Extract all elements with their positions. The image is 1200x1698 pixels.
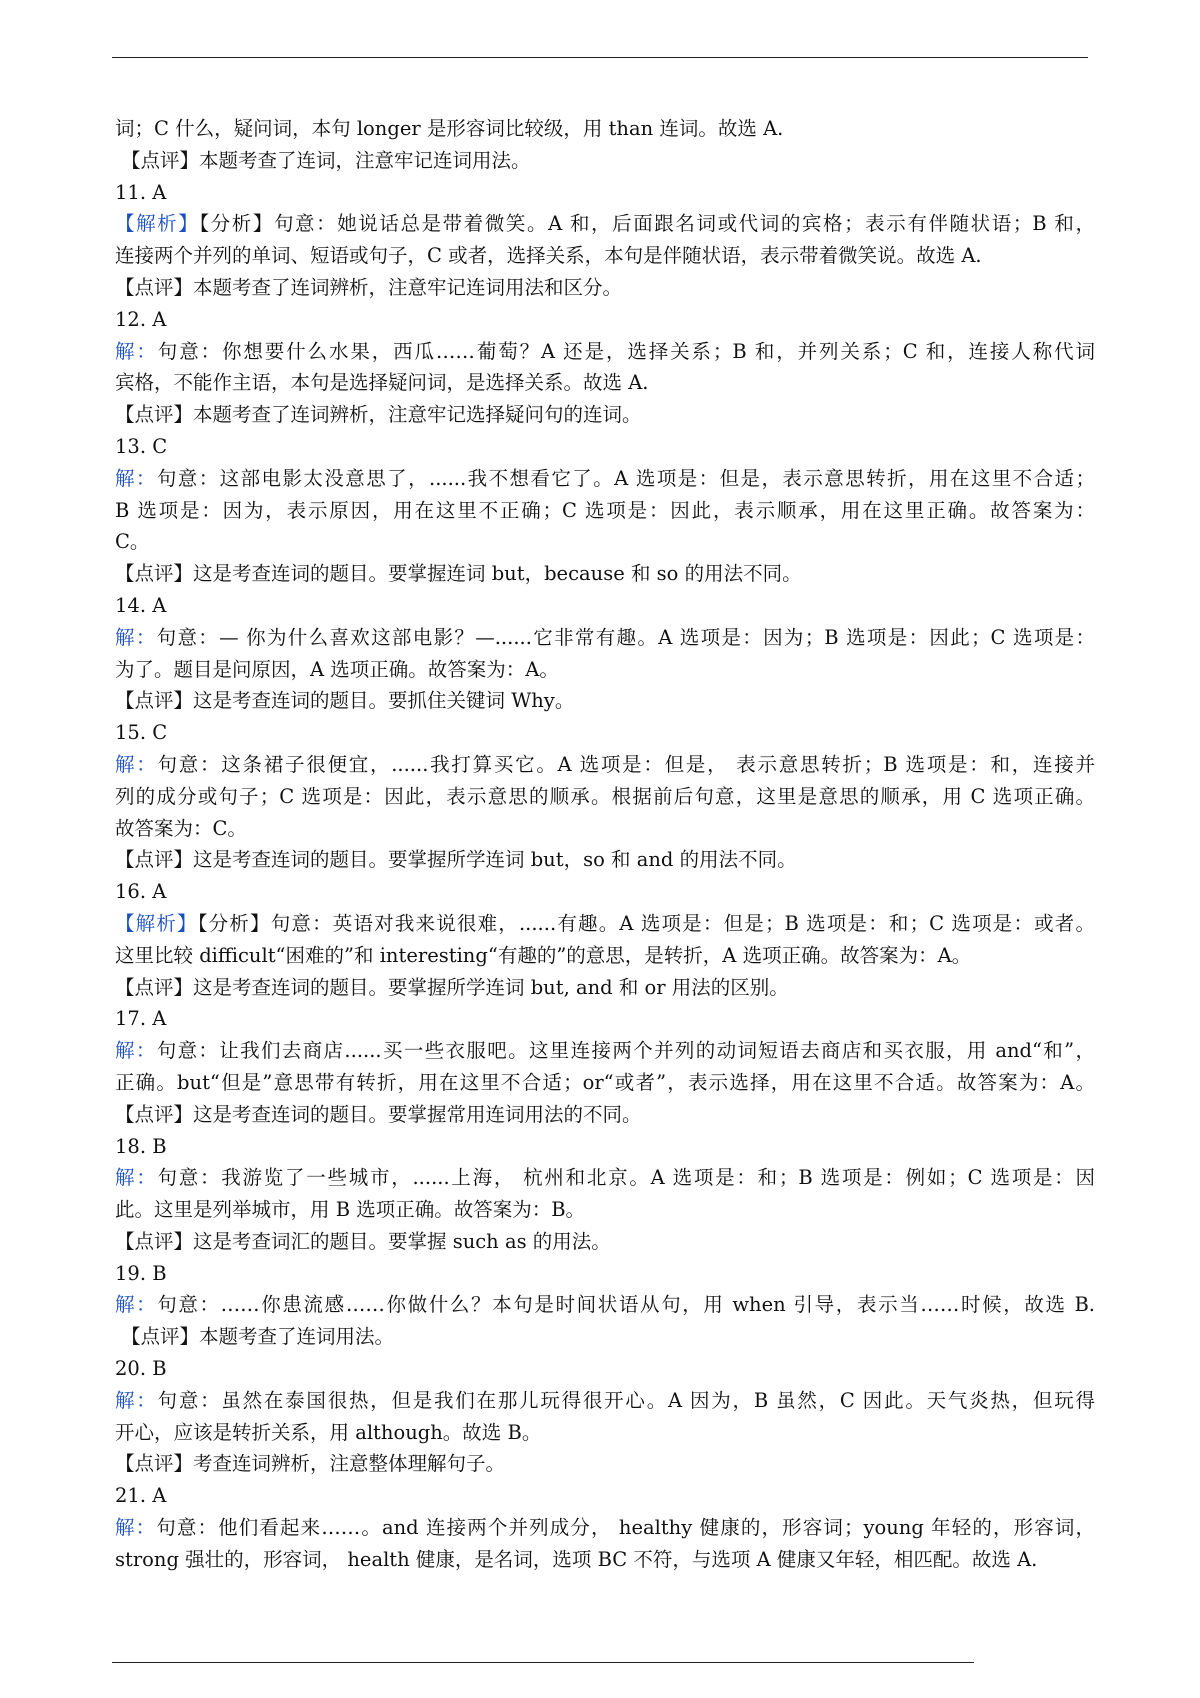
answer-lead-label: 解：: [115, 752, 158, 776]
text-line: [115, 1544, 1095, 1576]
line-text: 句意：让我们去商店......买一些衣服吧。这里连接两个并列的动词短语去商店和买衣服，用 and“和”，: [156, 1039, 1095, 1063]
answer-lead-label: 解：: [115, 1039, 157, 1063]
text-line: [115, 972, 1095, 1004]
line-text: 【点评】这是考查连词的题目。要掌握所学连词 but，so 和 and 的用法不同。: [115, 848, 797, 872]
text-line: [115, 495, 1095, 527]
text-line: [115, 463, 1095, 495]
line-text: 【点评】本题考查了连词用法。: [121, 1325, 395, 1349]
line-text: 17. A: [115, 1007, 167, 1031]
text-line: [115, 1162, 1095, 1194]
text-line: [115, 367, 1095, 399]
line-text: 【点评】这是考查连词的题目。要掌握连词 but，because 和 so 的用法不同。: [115, 562, 802, 586]
text-line: [115, 399, 1095, 431]
answer-lead-label: 【解析】: [115, 212, 200, 236]
text-line: [115, 113, 1095, 145]
line-text: 【点评】这是考查连词的题目。要掌握常用连词用法的不同。: [115, 1102, 642, 1126]
line-text: 19. B: [115, 1261, 167, 1285]
footer-rule: [112, 1662, 974, 1663]
answer-lead-label: 解：: [115, 466, 157, 490]
line-text: 句意：虽然在泰国很热，但是我们在那儿玩得很开心。A 因为，B 虽然，C 因此。天气炎热，但玩得: [157, 1388, 1095, 1412]
line-text: 【点评】本题考查了连词辨析，注意牢记选择疑问句的连词。: [115, 403, 642, 427]
line-text: 【点评】这是考查连词的题目。要掌握所学连词 but, and 和 or 用法的区别。: [115, 975, 789, 999]
line-text: 连接两个并列的单词、短语或句子，C 或者，选择关系，本句是伴随状语，表示带着微笑说。故选 A.: [115, 244, 982, 268]
answer-lead-label: 解：: [115, 339, 158, 363]
text-line: [115, 622, 1095, 654]
header-rule: [112, 57, 1088, 58]
line-text: 词；C 什么，疑问词，本句 longer 是形容词比较级，用 than 连词。故选 A.: [115, 117, 784, 140]
line-text: 16. A: [115, 880, 167, 904]
line-text: 【点评】本题考查了连词辨析，注意牢记连词用法和区分。: [115, 275, 623, 299]
text-line: [115, 1417, 1095, 1449]
text-line: [115, 558, 1095, 590]
line-text: 【点评】本题考查了连词，注意牢记连词用法。: [121, 148, 531, 172]
line-text: 句意：这部电影太没意思了，......我不想看它了。A 选项是：但是，表示意思转折，用在这里不合适；: [156, 466, 1095, 490]
answer-explanations: [115, 113, 1095, 1576]
answer-lead-label: 解：: [115, 1516, 157, 1540]
line-text: 为了。题目是问原因，A 选项正确。故答案为：A。: [115, 657, 559, 681]
text-line: [115, 590, 1095, 622]
line-text: 【点评】考查连词辨析，注意整体理解句子。: [115, 1452, 506, 1476]
line-text: 这里比较 difficult“困难的”和 interesting“有趣的”的意思，是转折，A 选项正确。故答案为：A。: [115, 943, 972, 967]
text-line: [115, 1131, 1095, 1163]
line-text: 句意：— 你为什么喜欢这部电影？—......它非常有趣。A 选项是：因为；B 选项是：因此；C 选项是：: [156, 625, 1095, 649]
line-text: 句意：这条裙子很便宜，......我打算买它。A 选项是：但是， 表示意思转折；B 选项是：和，连接并: [157, 752, 1095, 776]
line-text: 13. C: [115, 434, 168, 458]
answer-lead-label: 解：: [115, 1166, 158, 1190]
text-line: [115, 1480, 1095, 1512]
text-line: [115, 1385, 1095, 1417]
line-text: C。: [115, 530, 150, 554]
text-line: [115, 145, 1095, 177]
text-line: [115, 749, 1095, 781]
text-line: [115, 177, 1095, 209]
line-text: 14. A: [115, 593, 167, 617]
text-line: [115, 813, 1095, 845]
line-text: 列的成分或句子；C 选项是：因此，表示意思的顺承。根据前后句意，这里是意思的顺承，用 C 选项正确。: [115, 784, 1095, 808]
text-line: [115, 1258, 1095, 1290]
text-line: [115, 1512, 1095, 1544]
text-line: [115, 272, 1095, 304]
line-text: 【点评】这是考查词汇的题目。要掌握 such as 的用法。: [115, 1229, 611, 1253]
line-text: 句意：……你患流感……你做什么？本句是时间状语从句，用 when 引导，表示当……时候，故选 B.: [157, 1293, 1095, 1317]
line-text: B 选项是：因为，表示原因，用在这里不正确；C 选项是：因此，表示顺承，用在这里正确。故答案为：: [115, 498, 1095, 522]
answer-lead-label: 【解析】: [115, 911, 198, 935]
text-line: [115, 1226, 1095, 1258]
line-text: 21. A: [115, 1484, 167, 1508]
text-line: [115, 1099, 1095, 1131]
text-line: [115, 208, 1095, 240]
line-text: 开心，应该是转折关系，用 although。故选 B。: [115, 1420, 542, 1444]
line-text: strong 强壮的，形容词， health 健康，是名词，选项 BC 不符，与选项 A 健康又年轻，相匹配。故选 A.: [115, 1547, 1038, 1571]
text-line: [115, 876, 1095, 908]
text-line: [115, 781, 1095, 813]
text-line: [115, 1289, 1095, 1321]
text-line: [115, 240, 1095, 272]
text-line: [115, 685, 1095, 717]
line-text: 正确。but“但是”意思带有转折，用在这里不合适；or“或者”，表示选择，用在这里不合适。故答案为：A。: [115, 1070, 1095, 1094]
line-text: 句意：我游览了一些城市，......上海， 杭州和北京。A 选项是：和；B 选项是：例如；C 选项是：因: [157, 1166, 1095, 1190]
text-line: [115, 940, 1095, 972]
line-text: 11. A: [115, 180, 167, 204]
line-text: 12. A: [115, 307, 167, 331]
line-text: 句意：你想要什么水果，西瓜……葡萄？A 还是，选择关系；B 和，并列关系；C 和，连接人称代词: [157, 339, 1095, 363]
line-text: 15. C: [115, 721, 168, 745]
text-line: [115, 717, 1095, 749]
answer-lead-label: 解：: [115, 1293, 158, 1317]
text-line: [115, 1194, 1095, 1226]
text-line: [115, 1035, 1095, 1067]
text-line: [115, 908, 1095, 940]
text-line: [115, 431, 1095, 463]
text-line: [115, 654, 1095, 686]
text-line: [115, 1353, 1095, 1385]
line-text: 【分析】句意：英语对我来说很难，......有趣。A 选项是：但是；B 选项是：和；C 选项是：或者。: [197, 911, 1095, 935]
text-line: [115, 304, 1095, 336]
line-text: 句意：他们看起来……。and 连接两个并列成分， healthy 健康的，形容词；young 年轻的，形容词，: [156, 1516, 1095, 1540]
text-line: [115, 1321, 1095, 1353]
text-line: [115, 1448, 1095, 1480]
line-text: 【点评】这是考查连词的题目。要抓住关键词 Why。: [115, 689, 575, 713]
line-text: 此。这里是列举城市，用 B 选项正确。故答案为：B。: [115, 1198, 586, 1222]
answer-lead-label: 解：: [115, 1388, 158, 1412]
line-text: 20. B: [115, 1357, 167, 1381]
text-line: [115, 844, 1095, 876]
text-line: [115, 526, 1095, 558]
text-line: [115, 1003, 1095, 1035]
line-text: 故答案为：C。: [115, 816, 247, 840]
line-text: 宾格，不能作主语，本句是选择疑问词，是选择关系。故选 A.: [115, 371, 649, 395]
answer-lead-label: 解：: [115, 625, 157, 649]
line-text: 18. B: [115, 1134, 167, 1158]
text-line: [115, 1067, 1095, 1099]
line-text: 【分析】句意：她说话总是带着微笑。A 和，后面跟名词或代词的宾格；表示有伴随状语；B 和，: [199, 212, 1095, 236]
text-line: [115, 336, 1095, 368]
